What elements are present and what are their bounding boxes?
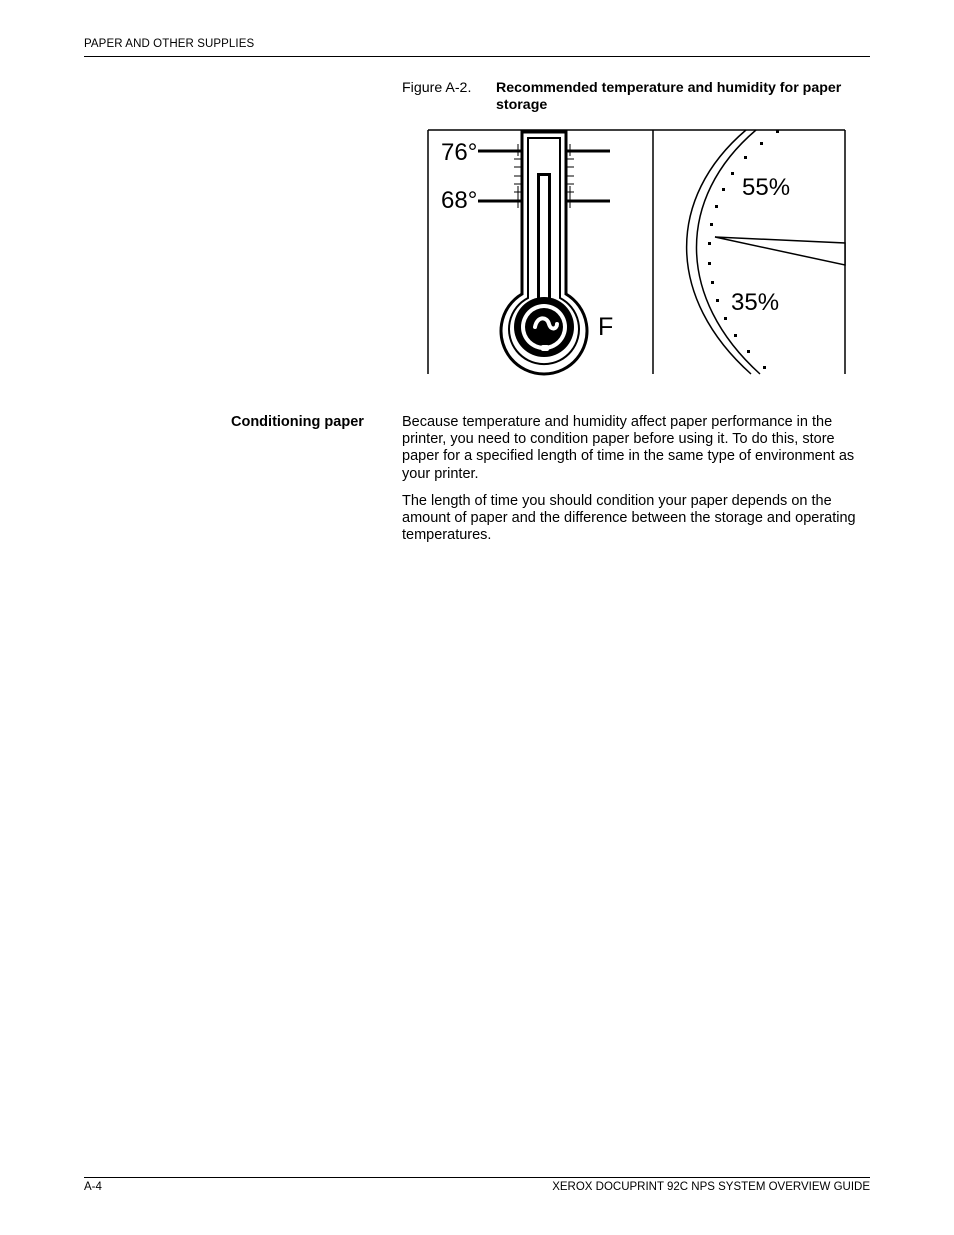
figure-number: Figure A-2. xyxy=(402,80,472,96)
hygrometer-gauge-icon xyxy=(687,130,845,374)
temperature-lower-label: 68° xyxy=(441,187,478,214)
running-head: PAPER AND OTHER SUPPLIES xyxy=(84,38,255,50)
illustration-svg xyxy=(426,128,848,376)
header-rule xyxy=(84,56,870,57)
footer-rule xyxy=(84,1177,870,1178)
humidity-lower-label: 35% xyxy=(731,289,780,316)
thermometer-icon xyxy=(478,132,610,374)
humidity-upper-label: 55% xyxy=(742,174,791,201)
body-paragraph-2: The length of time you should condition your paper depends on the amount of paper and the difference between the storage and operating temperatures. xyxy=(402,493,856,544)
temperature-upper-label: 76° xyxy=(441,139,478,166)
body-paragraph-1: Because temperature and humidity affect paper performance in the printer, you need to condition paper before using it. To do this, store paper for a specified length of time in the same type of environment as your printer. xyxy=(402,414,855,482)
guide-title: XEROX DOCUPRINT 92C NPS SYSTEM OVERVIEW GUIDE xyxy=(552,1181,870,1193)
section-heading: Conditioning paper xyxy=(231,414,364,430)
storage-conditions-illustration xyxy=(426,128,848,376)
page-number: A-4 xyxy=(84,1181,102,1193)
temperature-unit-label: F xyxy=(598,313,614,341)
figure-title: Recommended temperature and humidity for paper storage xyxy=(496,80,842,113)
